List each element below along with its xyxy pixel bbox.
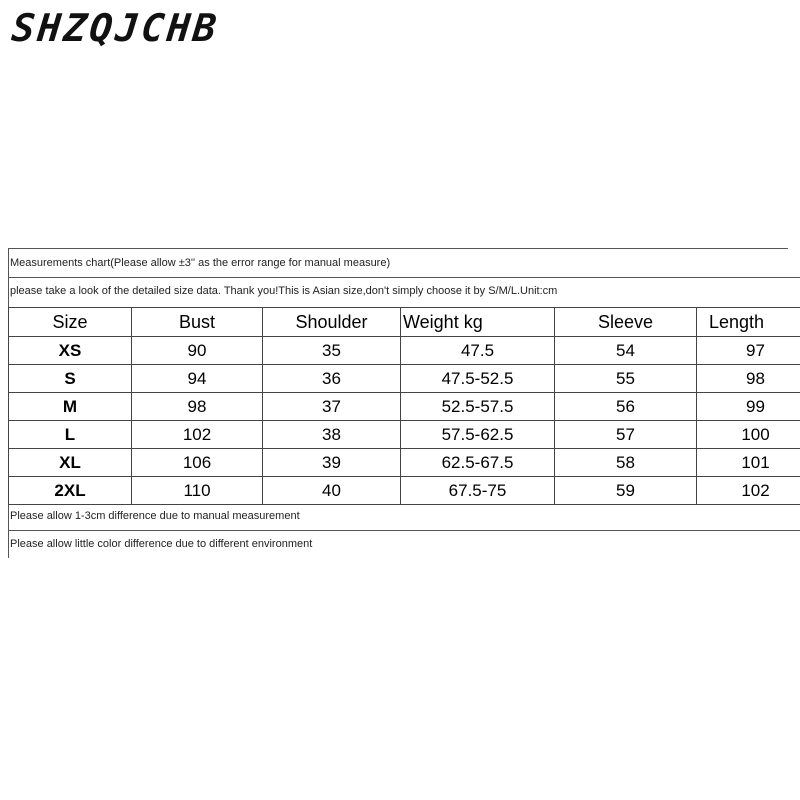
- shoulder-cell: 38: [263, 421, 401, 449]
- shoulder-cell: 37: [263, 393, 401, 421]
- weight-cell: 52.5-57.5: [401, 393, 555, 421]
- shoulder-cell: 39: [263, 449, 401, 477]
- sleeve-cell: 57: [555, 421, 697, 449]
- sheet-top-border: [8, 248, 788, 249]
- shoulder-cell: 40: [263, 477, 401, 505]
- sleeve-cell: 59: [555, 477, 697, 505]
- size-cell: L: [9, 421, 132, 449]
- weight-cell: 57.5-62.5: [401, 421, 555, 449]
- table-row: [9, 393, 800, 421]
- size-cell: M: [9, 393, 132, 421]
- bust-cell: 90: [132, 337, 263, 365]
- bust-cell: 110: [132, 477, 263, 505]
- sleeve-cell: 54: [555, 337, 697, 365]
- header-shoulder: Shoulder: [263, 308, 401, 337]
- header-sleeve: Sleeve: [555, 308, 697, 337]
- table-row: [9, 477, 800, 505]
- length-cell: 98: [697, 365, 800, 393]
- length-cell: 97: [697, 337, 800, 365]
- table-header-row: [9, 308, 800, 337]
- bust-cell: 98: [132, 393, 263, 421]
- size-table: [8, 307, 800, 505]
- table-row: [9, 449, 800, 477]
- sleeve-cell: 56: [555, 393, 697, 421]
- manual-measurement-note: Please allow 1-3cm difference due to manual measurement: [10, 510, 300, 522]
- weight-cell: 62.5-67.5: [401, 449, 555, 477]
- weight-cell: 47.5-52.5: [401, 365, 555, 393]
- length-cell: 102: [697, 477, 800, 505]
- table-row: [9, 365, 800, 393]
- length-cell: 100: [697, 421, 800, 449]
- size-cell: 2XL: [9, 477, 132, 505]
- bust-cell: 94: [132, 365, 263, 393]
- table-row: [9, 421, 800, 449]
- header-length: Length: [697, 308, 800, 337]
- table-row: [9, 337, 800, 365]
- header-weight: Weight kg: [401, 308, 555, 337]
- shoulder-cell: 35: [263, 337, 401, 365]
- size-cell: XL: [9, 449, 132, 477]
- header-bust: Bust: [132, 308, 263, 337]
- asian-size-note: please take a look of the detailed size data. Thank you!This is Asian size,don't simply choose it by S/M/L.Unit:cm: [10, 285, 558, 297]
- length-cell: 101: [697, 449, 800, 477]
- size-cell: S: [9, 365, 132, 393]
- size-cell: XS: [9, 337, 132, 365]
- brand-logo: SHZQJCHB: [9, 6, 222, 50]
- note-divider: [8, 277, 800, 278]
- weight-cell: 67.5-75: [401, 477, 555, 505]
- footer-divider: [8, 530, 800, 531]
- length-cell: 99: [697, 393, 800, 421]
- bust-cell: 102: [132, 421, 263, 449]
- sleeve-cell: 55: [555, 365, 697, 393]
- bust-cell: 106: [132, 449, 263, 477]
- shoulder-cell: 36: [263, 365, 401, 393]
- header-size: Size: [9, 308, 132, 337]
- size-chart-sheet: [8, 248, 800, 558]
- sleeve-cell: 58: [555, 449, 697, 477]
- weight-cell: 47.5: [401, 337, 555, 365]
- color-difference-note: Please allow little color difference due to different environment: [10, 538, 313, 550]
- measurement-note: Measurements chart(Please allow ±3'' as the error range for manual measure): [10, 257, 391, 269]
